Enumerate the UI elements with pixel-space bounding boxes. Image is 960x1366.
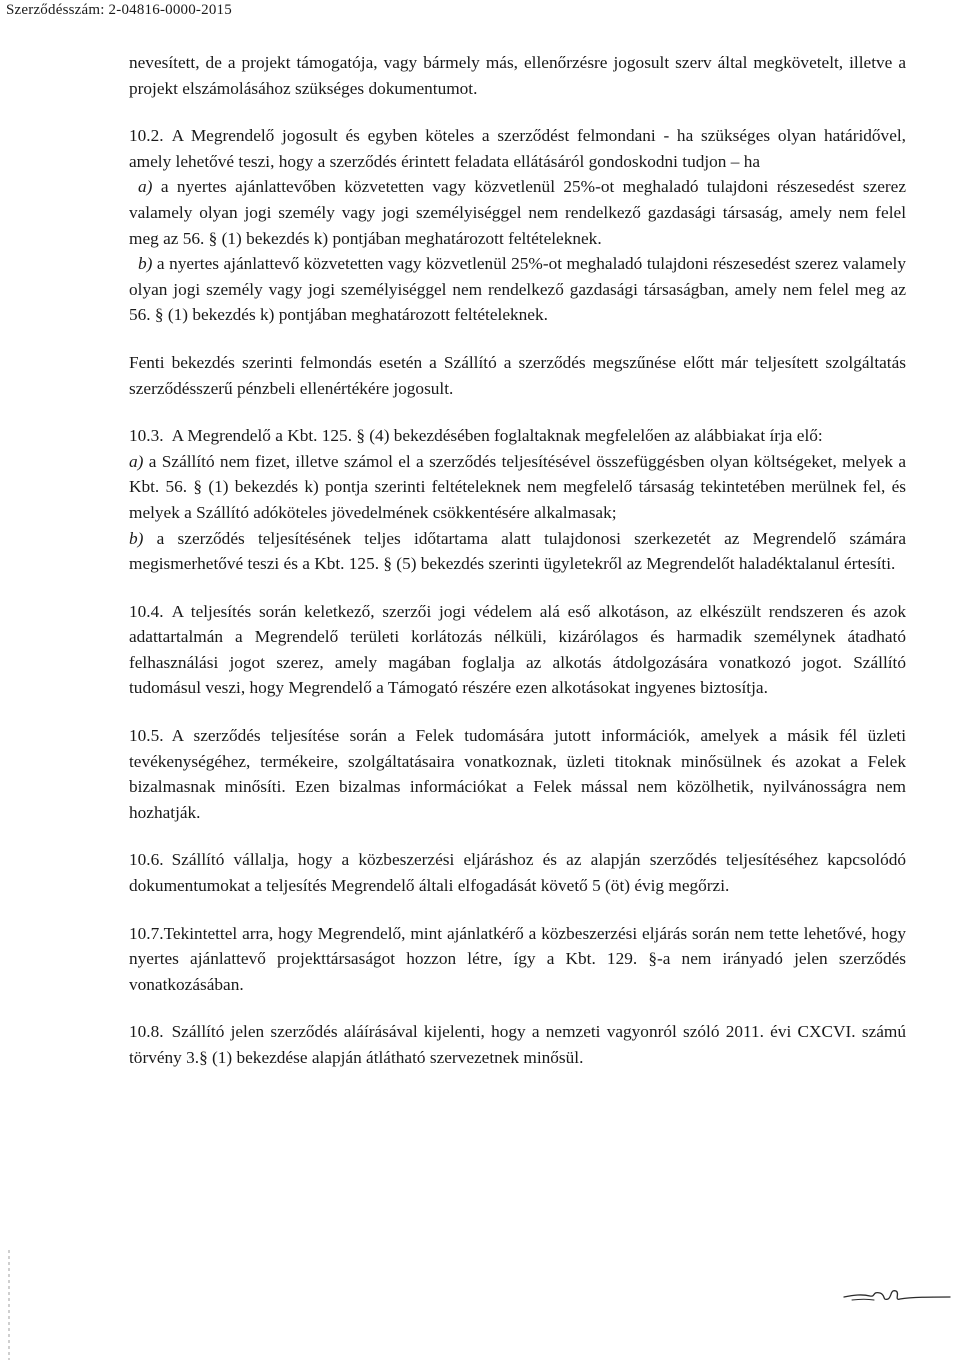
section-10-3-intro — [129, 423, 906, 449]
section-text: A teljesítés során keletkező, szerzői jogi védelem alá eső alkotáson, az elkészült rendszeren és azok adattartalmán a Megrendelő területi korlátozás nélküli, kizárólagos és harmadik személynek átadható felhasználási jogot szerez, amely magában foglalja az alkotás átdolgozására vonatkozó jogot. Szállító tudomásul veszi, hogy Megrendelő a Támogató részére ezen alkotásokat ingyenes biztosítja. — [129, 601, 906, 698]
item-text: a nyertes ajánlattevő közvetetten vagy közvetlenül 25%-ot meghaladó tulajdoni részesedést szerez valamely olyan jogi személy vagy jogi személyiséggel nem rendelkező gazdasági társaságban, amely nem felel meg az 56. § (1) bekezdés k) pontjában meghatározott feltételeknek. — [129, 254, 906, 325]
item-text: a Szállító nem fizet, illetve számol el a szerződés teljesítésével összefüggésben olyan költségeket, melyek a Kbt. 56. § (1) bekezdés k) pontja szerinti feltételeknek nem megfelelő társaság tekintetében merülnek fel, és melyek a Szállító adóköteles jövedelmének csökkentésére alkalmasak; — [129, 451, 906, 522]
section-number: 10.4. — [129, 601, 164, 621]
section-number: 10.5. — [129, 726, 164, 746]
item-text: a nyertes ajánlattevőben közvetetten vagy közvetlenül 25%-ot meghaladó tulajdoni részesedést szerez valamely olyan jogi személy vagy jogi személyiséggel nem rendelkező gazdasági társaság, amely nem felel meg az 56. § (1) bekezdés k) pontjában meghatározott feltételeknek. — [129, 177, 906, 248]
section-text: Szállító jelen szerződés aláírásával kijelenti, hogy a nemzeti vagyonról szóló 2011. évi CXCVI. számú törvény 3.§ (1) bekezdése alapján átlátható szervezetnek minősül. — [129, 1022, 906, 1067]
item-label: a) — [138, 177, 153, 197]
scan-margin-artifact — [8, 1250, 10, 1360]
section-text: A Megrendelő a Kbt. 125. § (4) bekezdésében foglaltaknak megfelelően az alábbiakat írja elő: — [171, 426, 823, 446]
item-label: b) — [138, 254, 153, 274]
contract-number-header: Szerződésszám: 2-04816-0000-2015 — [6, 2, 232, 18]
section-10-6 — [129, 847, 906, 898]
section-10-2 — [129, 123, 906, 328]
section-text: Tekintettel arra, hogy Megrendelő, mint ajánlatkérő a közbeszerzési eljárás során nem tette lehetővé, hogy nyertes ajánlattevő projekttársaságot hozzon létre, így a Kbt. 129. §-a nem irányadó jelen szerződés vonatkozásában. — [129, 923, 906, 994]
section-10-3-item-a — [129, 449, 906, 526]
section-text: A szerződés teljesítése során a Felek tudomására jutott információk, amelyek a másik fél üzleti tevékenységéhez, termékeire, szolgáltatásaira vonatkoznak, üzleti titoknak minősülnek és azokat a Felek bizalmasnak minősíti. Ezen bizalmas információkat a Felek mással nem közölhetik, nyilvánosságra nem hozhatják. — [129, 726, 906, 822]
item-label: a) — [129, 451, 144, 471]
section-10-8 — [129, 1019, 906, 1070]
section-text: A Megrendelő jogosult és egyben köteles a szerződést felmondani - ha szükséges olyan határidővel, amely lehetővé teszi, hogy a szerződés érintett feladata ellátásáról gondoskodni tudjon – ha — [129, 126, 906, 171]
section-number: 10.3. — [129, 426, 164, 446]
item-text: a szerződés teljesítésének teljes időtartama alatt tulajdonosi szerkezetét az Megrendelő számára megismerhetővé teszi és a Kbt. 125. § (5) bekezdés szerinti ügyletekről az Megrendelőt haladéktalanul értesíti. — [129, 528, 906, 574]
section-number: 10.2. — [129, 126, 164, 146]
intro-paragraph: nevesített, de a projekt támogatója, vagy bármely más, ellenőrzésre jogosult szerv által megkövetelt, illetve a projekt elszámolásához szükséges dokumentumot. — [129, 53, 906, 98]
section-10-5 — [129, 723, 906, 825]
section-10-2-intro — [129, 123, 906, 174]
section-number: 10.7. — [129, 923, 164, 943]
section-10-4 — [129, 599, 906, 701]
signature-initials — [842, 1285, 952, 1307]
fenti-paragraph: Fenti bekezdés szerinti felmondás esetén a Szállító a szerződés megszűnése előtt már teljesített szolgáltatás szerződésszerű pénzbeli ellenértékére jogosult. — [129, 352, 906, 398]
section-10-2-item-a — [129, 174, 906, 251]
section-number: 10.6. — [129, 850, 164, 870]
section-10-7 — [129, 921, 906, 998]
item-label: b) — [129, 528, 144, 548]
section-text: Szállító vállalja, hogy a közbeszerzési eljáráshoz és az alapján szerződés teljesítéséhez kapcsolódó dokumentumokat a teljesítés Megrendelő általi elfogadását követő 5 (öt) évig megőrzi. — [129, 850, 906, 896]
section-number: 10.8. — [129, 1022, 164, 1042]
section-10-3-item-b — [129, 526, 906, 577]
document-body — [129, 50, 906, 1093]
section-10-2-item-b — [129, 251, 906, 328]
section-10-3 — [129, 423, 906, 577]
